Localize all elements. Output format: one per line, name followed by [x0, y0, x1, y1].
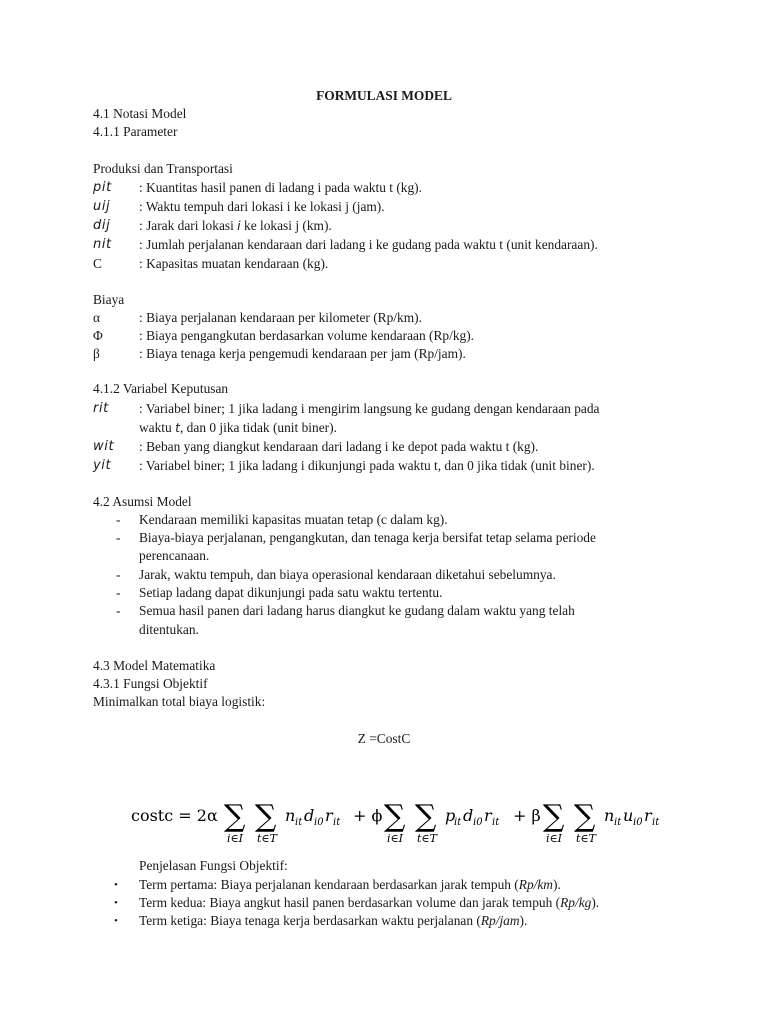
param-desc-nit: : Jumlah perjalanan kendaraan dari ladang i ke gudang pada waktu t (unit kendaraan). — [139, 237, 598, 252]
sub-i0: i0 — [473, 817, 483, 828]
bullet-point: • — [114, 879, 118, 891]
assumption-dash: - — [116, 512, 121, 527]
sub-it: it — [454, 817, 462, 828]
param-desc-dij — [139, 217, 332, 235]
term-text-end: ). — [519, 913, 528, 928]
cost-header: Biaya — [93, 292, 125, 307]
var-desc-rit: : Variabel biner; 1 jika ladang i mengirim langsung ke gudang dengan kendaraan pada — [139, 401, 600, 416]
term-text: Term ketiga: Biaya tenaga kerja berdasarkan waktu perjalanan ( — [139, 913, 481, 928]
term-explanation-2 — [139, 894, 599, 912]
var-desc-rit-cont-a: waktu — [139, 420, 176, 435]
sub-it: it — [492, 817, 500, 828]
assumption-dash: - — [116, 585, 121, 600]
bullet-point: • — [114, 897, 118, 909]
sum-sign-t: ∑ — [574, 799, 596, 834]
var-n: n — [285, 806, 296, 825]
var-desc-rit-italic-t: t — [175, 420, 180, 435]
var-symbol-wit: wit — [93, 439, 115, 454]
cost-symbol-phi: Φ — [93, 328, 103, 343]
sum-sign-i: ∑ — [224, 799, 246, 834]
sum-sign-i: ∑ — [543, 799, 565, 834]
var-desc-rit-continued — [139, 419, 337, 437]
section-4-1-1-heading: 4.1.1 Parameter — [93, 124, 178, 139]
var-symbol-yit: yit — [93, 458, 112, 473]
z-equation: Z =CostC — [357, 731, 411, 746]
assumption-item-continued: perencanaan. — [139, 548, 210, 563]
param-desc-dij-part-a: : Jarak dari lokasi — [139, 218, 238, 233]
var-desc-wit: : Beban yang diangkut kendaraan dari ladang i ke depot pada waktu t (kg). — [139, 439, 539, 454]
param-symbol-uij: uij — [93, 199, 111, 214]
term-unit: Rp/jam — [480, 913, 520, 928]
plus-phi: + ϕ — [353, 806, 383, 825]
cost-desc-beta: : Biaya tenaga kerja pengemudi kendaraan per jam (Rp/jam). — [139, 346, 466, 361]
production-transport-header: Produksi dan Transportasi — [93, 161, 233, 176]
cost-symbol-alpha: α — [93, 310, 101, 325]
sum-index-t: t∈T — [417, 832, 437, 845]
sum-index-t: t∈T — [576, 832, 596, 845]
sub-it: it — [295, 817, 303, 828]
var-d: d — [304, 806, 315, 825]
var-desc-rit-cont-b: , dan 0 jika tidak (unit biner). — [179, 420, 337, 435]
sum-sign-i: ∑ — [384, 799, 406, 834]
sum-sign-t: ∑ — [255, 799, 277, 834]
assumption-item: Kendaraan memiliki kapasitas muatan tetap (c dalam kg). — [139, 512, 448, 527]
term-text: Term pertama: Biaya perjalanan kendaraan berdasarkan jarak tempuh ( — [139, 877, 519, 892]
term1-product — [285, 806, 341, 828]
assumption-item: Semua hasil panen dari ladang harus diangkut ke gudang dalam waktu yang telah — [139, 603, 575, 618]
param-desc-dij-italic-i: i — [237, 218, 241, 233]
objective-function-formula — [131, 794, 676, 848]
term3-product — [604, 806, 660, 828]
term-unit: Rp/km — [518, 877, 553, 892]
var-u: u — [623, 806, 634, 825]
sum-index-i: i∈I — [387, 832, 404, 845]
var-r: r — [644, 806, 652, 825]
sub-it: it — [652, 817, 660, 828]
assumption-item: Setiap ladang dapat dikunjungi pada satu waktu tertentu. — [139, 585, 443, 600]
section-4-3-heading: 4.3 Model Matematika — [93, 658, 216, 673]
section-4-3-1-heading: 4.3.1 Fungsi Objektif — [93, 676, 208, 691]
var-desc-yit: : Variabel biner; 1 jika ladang i dikunjungi pada waktu t, dan 0 jika tidak (unit biner). — [139, 458, 595, 473]
cost-desc-phi: : Biaya pengangkutan berdasarkan volume kendaraan (Rp/kg). — [139, 328, 475, 343]
sub-it: it — [614, 817, 622, 828]
sub-it: it — [333, 817, 341, 828]
sum-index-t: t∈T — [257, 832, 277, 845]
term-explanation-1 — [139, 876, 561, 894]
bullet-point: • — [114, 915, 118, 927]
param-symbol-dij: dij — [93, 218, 111, 233]
term-text: Term kedua: Biaya angkut hasil panen berdasarkan volume dan jarak tempuh ( — [139, 895, 561, 910]
sum-sign-t: ∑ — [415, 799, 437, 834]
var-p: p — [445, 806, 456, 825]
section-4-1-2-heading: 4.1.2 Variabel Keputusan — [93, 381, 229, 396]
section-4-2-heading: 4.2 Asumsi Model — [93, 494, 192, 509]
cost-desc-alpha: : Biaya perjalanan kendaraan per kilometer (Rp/km). — [139, 310, 422, 325]
minimize-statement: Minimalkan total biaya logistik: — [93, 694, 266, 709]
assumption-item-continued: ditentukan. — [139, 622, 199, 637]
var-d: d — [463, 806, 474, 825]
assumption-dash: - — [116, 530, 121, 545]
assumption-item: Jarak, waktu tempuh, dan biaya operasional kendaraan diketahui sebelumnya. — [139, 567, 556, 582]
document-title: FORMULASI MODEL — [316, 88, 452, 103]
param-desc-pit: : Kuantitas hasil panen di ladang i pada waktu t (kg). — [139, 180, 422, 195]
formula-lhs: costc = 2α — [131, 806, 218, 825]
param-symbol-nit: nit — [93, 237, 112, 252]
param-desc-dij-part-b: ke lokasi j (km). — [240, 218, 332, 233]
term2-product — [445, 806, 500, 828]
assumption-item: Biaya-biaya perjalanan, pengangkutan, dan tenaga kerja bersifat tetap selama periode — [139, 530, 596, 545]
var-n: n — [604, 806, 615, 825]
param-desc-c: : Kapasitas muatan kendaraan (kg). — [139, 256, 329, 271]
term-text-end: ). — [591, 895, 600, 910]
sub-i0: i0 — [314, 817, 324, 828]
sub-i0: i0 — [633, 817, 643, 828]
var-r: r — [325, 806, 333, 825]
var-r: r — [484, 806, 492, 825]
var-symbol-rit: rit — [93, 401, 109, 416]
param-desc-uij: : Waktu tempuh dari lokasi i ke lokasi j (jam). — [139, 199, 385, 214]
term-text-end: ). — [552, 877, 561, 892]
assumption-dash: - — [116, 567, 121, 582]
cost-symbol-beta: β — [93, 346, 100, 361]
explanation-header: Penjelasan Fungsi Objektif: — [139, 858, 288, 873]
term-explanation-3 — [139, 912, 527, 930]
param-symbol-c: C — [93, 256, 102, 271]
section-4-1-heading: 4.1 Notasi Model — [93, 106, 187, 121]
sum-index-i: i∈I — [546, 832, 563, 845]
assumption-dash: - — [116, 603, 121, 618]
plus-beta: + β — [513, 806, 541, 825]
sum-index-i: i∈I — [227, 832, 244, 845]
param-symbol-pit: pit — [93, 180, 112, 195]
term-unit: Rp/kg — [560, 895, 592, 910]
